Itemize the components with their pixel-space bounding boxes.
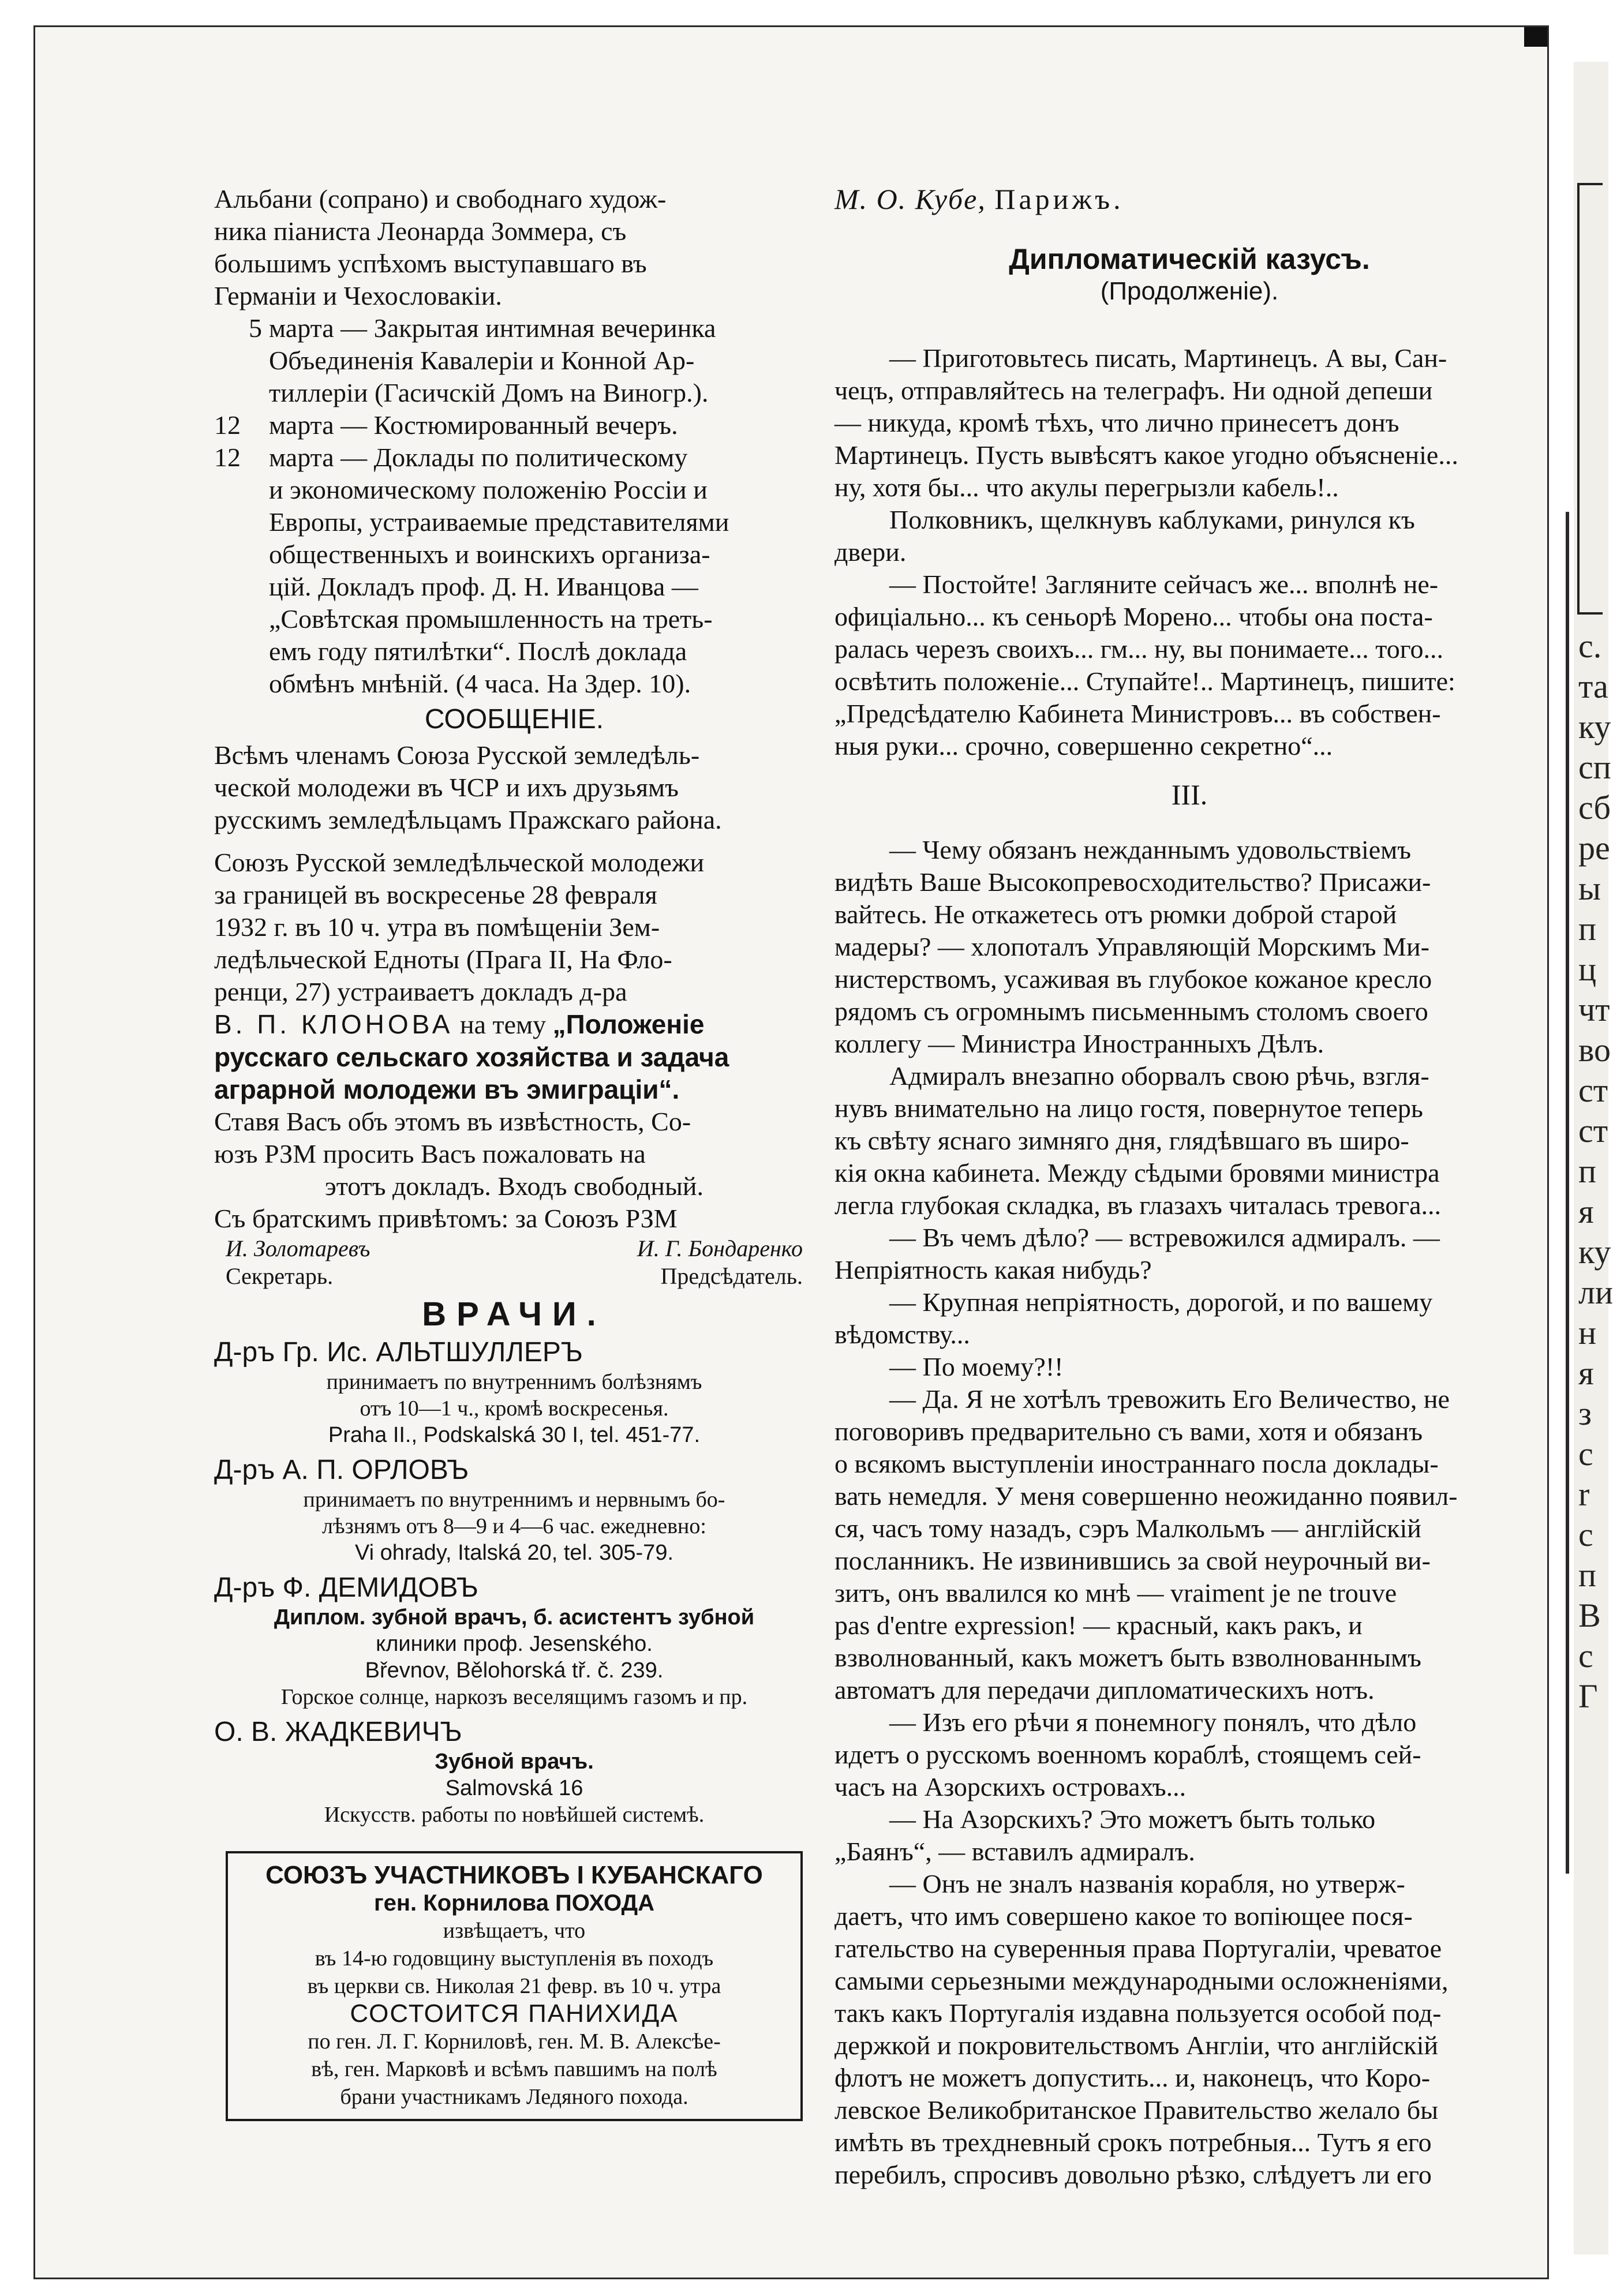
doctor-name: Д-ръ Гр. Ис. АЛЬТШУЛЛЕРЪ	[214, 1337, 583, 1368]
text-line: Ставя Васъ объ этомъ въ извѣстность, Со-	[214, 1107, 691, 1136]
text-line: принимаетъ по внутреннимъ болѣзнямъ	[326, 1370, 702, 1394]
text-line: ренци, 27) устраиваетъ докладъ д-ра	[214, 977, 627, 1006]
box-line: извѣщаетъ, что	[443, 1919, 586, 1943]
signatures	[214, 1235, 814, 1263]
text-line: Всѣмъ членамъ Союза Русской земледѣль-	[214, 740, 700, 770]
text-line: чецъ, отправляйтесь на телеграфъ. Ни одной депеши	[834, 376, 1433, 405]
text-line: Объединенія Кавалеріи и Конной Ар-	[269, 346, 695, 375]
text-line: принимаетъ по внутреннимъ и нервнымъ бо-	[303, 1488, 725, 1512]
article-title: Дипломатическій казусъ.	[1009, 243, 1370, 275]
text-line: Диплом. зубной врачъ, б. асистентъ зубной	[274, 1605, 755, 1630]
section-number: III.	[1171, 778, 1208, 811]
text-line: Полковникъ, щелкнувъ каблуками, ринулся къ	[889, 505, 1415, 534]
text-line: ныя руки... срочно, совершенно секретно“...	[834, 731, 1333, 761]
text-line: — Приготовьтесь писать, Мартинецъ. А вы, Сан-	[889, 343, 1447, 373]
text-line: мадеры? — хлопоталъ Управляющій Морскимъ Ми-	[834, 932, 1429, 961]
paragraph	[834, 342, 1544, 504]
text-line: Горское солнце, наркозъ веселящимъ газомъ и пр.	[280, 1685, 748, 1709]
youth-union-notice	[214, 703, 814, 1290]
byline	[834, 183, 1544, 215]
edge-fragment: r	[1578, 1475, 1590, 1513]
text-line: Искусств. работы по новѣйшей системѣ.	[324, 1803, 705, 1827]
edge-fragment: с.	[1578, 627, 1602, 665]
edge-fragment: ку	[1578, 708, 1611, 746]
paragraph	[834, 1060, 1544, 1222]
text-line: посланникъ. Не извинившись за свой неурочный ви-	[834, 1546, 1431, 1575]
author-name: М. О. Кубе,	[834, 183, 986, 215]
paragraph	[834, 1351, 1544, 1383]
doctor-name: Д-ръ А. П. ОРЛОВЪ	[214, 1455, 469, 1485]
speaker-line	[214, 1008, 814, 1041]
text-line: офиціально... къ сеньорѣ Морено... чтобы она поста-	[834, 602, 1433, 631]
paragraph	[834, 1222, 1544, 1286]
text-line: гательство на суверенныя права Португаліи, чреватое	[834, 1934, 1442, 1963]
text-line: — Чему обязанъ нежданнымъ удовольствіемъ	[889, 835, 1412, 864]
text-line: клиники проф. Jesenského.	[376, 1632, 653, 1656]
text-line: левское Великобританское Правительство желало бы	[834, 2095, 1439, 2125]
text-line: флотъ не можетъ допустить... и, наконецъ, что Коро-	[834, 2063, 1431, 2092]
text-line: — Да. Я не хотѣлъ тревожить Его Величество, не	[889, 1384, 1450, 1414]
text-line: автоматъ для передачи дипломатическихъ нотъ.	[834, 1675, 1375, 1705]
top-ink-mark	[1524, 27, 1547, 47]
box-line: по ген. Л. Г. Корниловѣ, ген. М. В. Алексѣе-	[308, 2029, 721, 2054]
edge-fragment: п	[1578, 910, 1597, 947]
text-line: ческой молодежи въ ЧСР и ихъ друзьямъ	[214, 773, 679, 802]
text-line: идетъ о русскомъ военномъ кораблѣ, стоящемъ сей-	[834, 1740, 1421, 1769]
edge-fragment: ы	[1578, 870, 1601, 907]
doctor-entry	[214, 1454, 814, 1566]
text-line: о всякомъ выступленіи иностраннаго посла доклады-	[834, 1449, 1439, 1478]
text-line: рядомъ съ огромнымъ письменнымъ столомъ своего	[834, 997, 1428, 1026]
event-item	[214, 409, 814, 441]
secretary-name: И. Золотаревъ	[226, 1235, 370, 1261]
doctors-section	[214, 1295, 814, 1828]
text-line: нистерствомъ, усаживая въ глубокое кожаное кресло	[834, 964, 1432, 994]
edge-fragment: сб	[1578, 789, 1611, 826]
edge-fragment: ст	[1578, 1112, 1608, 1149]
text-line: легла глубокая складка, въ глазахъ читалась тревога...	[834, 1190, 1442, 1220]
edge-fragment: В	[1578, 1597, 1601, 1634]
edge-fragment: с	[1578, 1435, 1593, 1473]
text-line: „Совѣтская промышленность на треть-	[269, 604, 713, 634]
text-line: отъ 10—1 ч., кромѣ воскресенья.	[360, 1396, 669, 1421]
newspaper-page	[33, 25, 1613, 2279]
text-line: Германіи и Чехословакіи.	[214, 281, 502, 310]
edge-fragment: та	[1578, 668, 1608, 705]
paragraph	[834, 834, 1544, 1060]
edge-fragment: н	[1578, 1314, 1597, 1351]
text-line: — По моему?!!	[889, 1352, 1064, 1381]
text-line: общественныхъ и воинскихъ организа-	[269, 540, 710, 569]
text-line: къ свѣту яснаго зимняго дня, глядѣвшаго въ широ-	[834, 1126, 1409, 1155]
text-line: ника піаниста Леонарда Зоммера, съ	[214, 216, 627, 246]
text-line: коллегу — Министра Иностранныхъ Дѣлъ.	[834, 1029, 1324, 1058]
notice-heading: СООБЩЕНІЕ.	[424, 704, 604, 735]
edge-fragment: Г	[1578, 1677, 1598, 1715]
paragraph	[834, 1706, 1544, 1803]
doctors-heading: ВРАЧИ.	[422, 1295, 607, 1333]
text-line: Мартинецъ. Пусть вывѣсятъ какое угодно объясненіе...	[834, 440, 1458, 470]
text-line: Адмиралъ внезапно оборвалъ свою рѣчь, взгля-	[889, 1061, 1429, 1091]
box-line: СОЮЗЪ УЧАСТНИКОВЪ I КУБАНСКАГО	[265, 1861, 763, 1889]
text-line: вайтесь. Не откажетесь отъ рюмки доброй старой	[834, 900, 1397, 929]
column-edge-rule	[1566, 512, 1569, 1874]
box-line: вѣ, ген. Марковѣ и всѣмъ павшимъ на полѣ	[311, 2057, 717, 2081]
adjacent-frame	[1577, 183, 1603, 615]
report-topic: аграрной молодежи въ эмиграціи“.	[214, 1074, 680, 1104]
text-line: этотъ докладъ. Входъ свободный.	[325, 1171, 703, 1201]
signature-roles	[214, 1263, 814, 1290]
text-line: ну, хотя бы... что акулы перегрызли кабель!..	[834, 473, 1339, 502]
paragraph	[834, 1803, 1544, 1868]
article-subtitle: (Продолженіе).	[1100, 277, 1279, 305]
text-line: ледѣльческой Едноты (Прага II, На Фло-	[214, 945, 672, 974]
event-item	[214, 312, 814, 409]
paragraph	[834, 1383, 1544, 1706]
text-line: pas d'entre expression! — красный, какъ ракъ, и	[834, 1610, 1363, 1640]
text-line: ралась черезъ своихъ... гм... ну, вы понимаете... того...	[834, 634, 1443, 664]
text-line: перебилъ, спросивъ довольно рѣзко, слѣдуетъ ли его	[834, 2160, 1432, 2189]
edge-fragment: з	[1578, 1395, 1592, 1432]
text-line: тиллеріи (Гасичскій Домъ на Виногр.).	[269, 378, 709, 407]
text-line: поговоривъ предварительно съ вами, хотя и обязанъ	[834, 1417, 1423, 1446]
text-line: обмѣнъ мнѣній. (4 часа. На Здер. 10).	[269, 669, 691, 698]
box-line: въ церкви св. Николая 21 февр. въ 10 ч. утра	[307, 1974, 721, 1998]
chairman-name: И. Г. Бондаренко	[637, 1235, 803, 1261]
event-date: 5	[249, 313, 262, 343]
text-line: даетъ, что имъ совершено какое то вопіющее пося-	[834, 1901, 1413, 1931]
text-line: Союзъ Русской земледѣльческой молодежи	[214, 848, 705, 877]
text-line: марта — Закрытая интимная вечеринка	[269, 313, 716, 343]
edge-fragment: с	[1578, 1516, 1593, 1553]
box-line: брани участникамъ Ледяного похода.	[340, 2085, 688, 2109]
doctor-entry	[214, 1336, 814, 1448]
text-line: лѣзнямъ отъ 8—9 и 4—6 час. ежедневно:	[322, 1514, 706, 1538]
text-line: вѣдомству...	[834, 1320, 970, 1349]
text-line: „Предсѣдателю Кабинета Министровъ... въ собствен-	[834, 699, 1441, 728]
speaker-tail: на тему	[459, 1010, 547, 1039]
text-line: русскимъ земледѣльцамъ Пражскаго района.	[214, 805, 722, 834]
doctor-name: Д-ръ Ф. ДЕМИДОВЪ	[214, 1572, 478, 1603]
concert-announcement	[214, 183, 814, 312]
edge-fragment: ре	[1578, 829, 1610, 867]
paragraph	[834, 568, 1544, 762]
text-line: Непріятность какая нибудь?	[834, 1255, 1152, 1284]
doctor-address: Vi ohrady, Italská 20, tel. 305-79.	[354, 1541, 674, 1565]
text-line: держкой и покровительствомъ Англіи, что англійскій	[834, 2031, 1438, 2060]
text-line: — Постойте! Загляните сейчасъ же... вполнѣ не-	[889, 570, 1439, 599]
adjacent-page-fragment	[1574, 62, 1613, 2254]
text-line: имѣть въ трехдневный срокъ потребныя... Тутъ я его	[834, 2128, 1432, 2157]
text-line: зитъ, онъ ввалился ко мнѣ — vraiment je ne trouve	[834, 1578, 1397, 1608]
secretary-role: Секретарь.	[226, 1263, 334, 1289]
doctor-name: О. В. ЖАДКЕВИЧЪ	[214, 1717, 462, 1747]
event-item	[214, 441, 814, 700]
text-line: — никуда, кромѣ тѣхъ, что лично принесетъ донъ	[834, 408, 1399, 437]
doctor-address: Salmovská 16	[445, 1776, 583, 1800]
text-line: большимъ успѣхомъ выступавшаго въ	[214, 249, 647, 278]
doctor-address: Břevnov, Bělohorská tř. č. 239.	[365, 1658, 664, 1683]
edge-fragment: ц	[1578, 950, 1597, 988]
text-line: Съ братскимъ привѣтомъ: за Союзъ РЗМ	[214, 1204, 678, 1233]
event-date: 12	[214, 443, 241, 472]
text-line: за границей въ воскресенье 28 февраля	[214, 880, 657, 909]
text-line: двери.	[834, 537, 907, 567]
edge-fragment: сп	[1578, 748, 1611, 786]
text-line: марта — Доклады по политическому	[269, 443, 688, 472]
text-line: ся, часъ тому назадъ, сэръ Малкольмъ — англійскій	[834, 1514, 1421, 1543]
edge-fragment: ст	[1578, 1072, 1608, 1109]
left-column	[214, 183, 814, 2121]
author-city: Парижъ.	[994, 183, 1124, 215]
report-topic: русскаго сельскаго хозяйства и задача	[214, 1042, 729, 1072]
box-line: СОСТОИТСЯ ПАНИХИДА	[350, 1999, 679, 2028]
paragraph	[834, 1286, 1544, 1351]
edge-fragment: ку	[1578, 1233, 1611, 1271]
edge-fragment: п	[1578, 1556, 1597, 1594]
event-date: 12	[214, 410, 241, 440]
edge-fragment: с	[1578, 1637, 1593, 1675]
paragraph	[834, 504, 1544, 568]
text-line: освѣтить положеніе... Ступайте!.. Мартинецъ, пишите:	[834, 666, 1455, 696]
report-topic: „Положеніе	[552, 1009, 705, 1039]
text-line: — Изъ его рѣчи я понемногу понялъ, что дѣло	[889, 1707, 1417, 1737]
chairman-role: Предсѣдатель.	[660, 1263, 803, 1289]
text-line: Зубной врачъ.	[435, 1750, 594, 1774]
text-line: юзъ РЗМ просить Васъ пожаловать на	[214, 1139, 646, 1168]
article-part-1	[834, 342, 1544, 762]
text-line: — На Азорскихъ? Это можетъ быть только	[889, 1804, 1376, 1834]
text-line: кія окна кабинета. Между сѣдыми бровями министра	[834, 1158, 1440, 1188]
text-line: нувъ внимательно на лицо гостя, повернутое теперь	[834, 1093, 1423, 1123]
text-line: видѣть Ваше Высокопревосходительство? Присажи-	[834, 867, 1431, 897]
article-part-2	[834, 834, 1544, 2191]
memorial-service-notice	[226, 1851, 803, 2121]
edge-fragment: я	[1578, 1193, 1594, 1230]
text-line: вать немедля. У меня совершенно неожиданно появил-	[834, 1481, 1458, 1511]
edge-fragment: ли	[1578, 1274, 1613, 1311]
text-line: „Баянъ“, — вставилъ адмиралъ.	[834, 1837, 1195, 1866]
text-line: часъ на Азорскихъ островахъ...	[834, 1772, 1187, 1801]
edge-fragment: чт	[1578, 991, 1610, 1028]
text-line: самыми серьезными международными осложненіями,	[834, 1966, 1449, 1995]
box-line: ген. Корнилова ПОХОДА	[373, 1890, 654, 1916]
text-line: цій. Докладъ проф. Д. Н. Иванцова —	[269, 572, 698, 601]
doctor-entry	[214, 1572, 814, 1710]
speaker-name: В. П. КЛОНОВА	[214, 1009, 454, 1039]
edge-fragment: я	[1578, 1354, 1594, 1392]
text-line: 1932 г. въ 10 ч. утра въ помѣщеніи Зем-	[214, 912, 660, 942]
right-column	[834, 183, 1544, 2191]
doctor-entry	[214, 1716, 814, 1828]
text-line: Европы, устраиваемые представителями	[269, 507, 729, 537]
text-line: взволнованный, какъ можетъ быть взволнованнымъ	[834, 1643, 1421, 1672]
text-line: емъ году пятилѣтки“. Послѣ доклада	[269, 636, 687, 666]
text-line: — Крупная непріятность, дорогой, и по вашему	[889, 1287, 1433, 1317]
text-line: и экономическому положенію Россіи и	[269, 475, 708, 504]
edge-fragment: во	[1578, 1031, 1611, 1069]
text-line: — Въ чемъ дѣло? — встревожился адмиралъ. —	[889, 1223, 1440, 1252]
text-line: марта — Костюмированный вечеръ.	[269, 410, 678, 440]
text-line: — Онъ не зналъ названія корабля, но утверж-	[889, 1869, 1405, 1898]
paragraph	[834, 1868, 1544, 2191]
text-line: Альбани (сопрано) и свободнаго худож-	[214, 184, 667, 214]
edge-fragment: п	[1578, 1152, 1597, 1190]
doctor-address: Praha II., Podskalská 30 I, tel. 451-77.	[328, 1423, 701, 1447]
text-line: такъ какъ Португалія издавна пользуется особой под-	[834, 1998, 1442, 2028]
box-line: въ 14-ю годовщину выступленія въ походъ	[315, 1946, 714, 1971]
